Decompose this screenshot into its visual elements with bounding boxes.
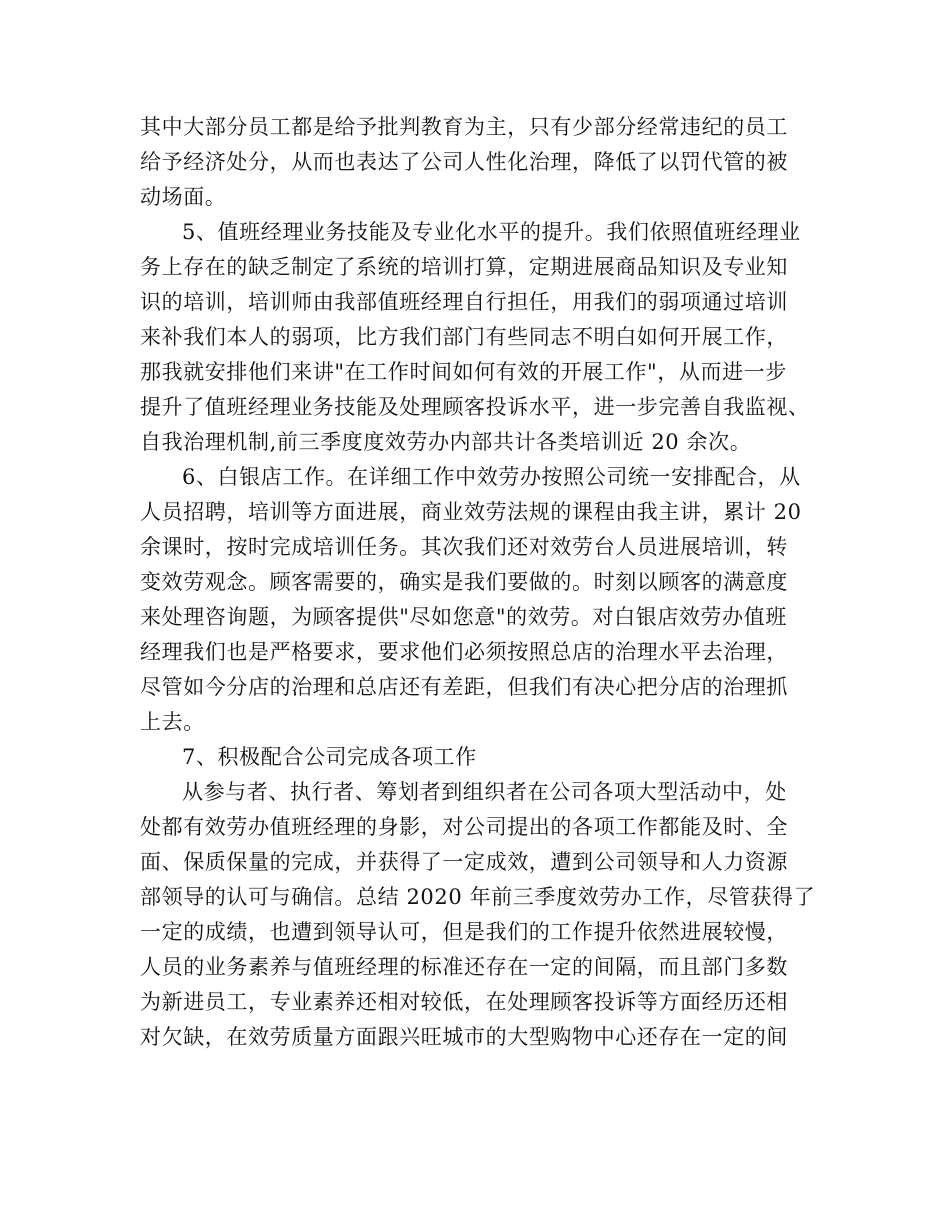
text-line: 动场面。 xyxy=(140,185,227,209)
document-page xyxy=(140,110,830,1055)
text-line: 人员的业务素养与值班经理的标准还存在一定的间隔，而且部门多数 xyxy=(140,955,788,979)
text-line: 部领导的认可与确信。总结 2020 年前三季度效劳办工作，尽管获得了 xyxy=(140,885,816,909)
text-line: 上去。 xyxy=(140,710,205,734)
text-line: 自我治理机制,前三季度度效劳办内部共计各类培训近 20 余次。 xyxy=(140,430,752,454)
text-line: 提升了值班经理业务技能及处理顾客投诉水平，进一步完善自我监视、 xyxy=(140,395,810,419)
text-line: 处都有效劳办值班经理的身影，对公司提出的各项工作都能及时、全 xyxy=(140,815,788,839)
text-line: 来处理咨询题，为顾客提供"尽如您意"的效劳。对白银店效劳办值班 xyxy=(140,605,787,629)
text-line: 识的培训，培训师由我部值班经理自行担任，用我们的弱项通过培训 xyxy=(140,290,788,314)
text-line: 6、白银店工作。在详细工作中效劳办按照公司统一安排配合，从 xyxy=(182,465,801,489)
text-line: 其中大部分员工都是给予批判教育为主，只有少部分经常违纪的员工 xyxy=(140,115,788,139)
text-line: 余课时，按时完成培训任务。其次我们还对效劳台人员进展培训，转 xyxy=(140,535,788,559)
text-line: 5、值班经理业务技能及专业化水平的提升。我们依照值班经理业 xyxy=(182,220,801,244)
text-line: 面、保质保量的完成，并获得了一定成效，遭到公司领导和人力资源 xyxy=(140,850,788,874)
text-line: 那我就安排他们来讲"在工作时间如何有效的开展工作"，从而进一步 xyxy=(140,360,787,384)
text-line: 7、积极配合公司完成各项工作 xyxy=(182,745,477,769)
text-line: 来补我们本人的弱项，比方我们部门有些同志不明白如何开展工作， xyxy=(140,325,788,349)
text-line: 对欠缺，在效劳质量方面跟兴旺城市的大型购物中心还存在一定的间 xyxy=(140,1025,788,1049)
text-line: 为新进员工，专业素养还相对较低，在处理顾客投诉等方面经历还相 xyxy=(140,990,788,1014)
text-line: 经理我们也是严格要求，要求他们必须按照总店的治理水平去治理， xyxy=(140,640,788,664)
text-line: 变效劳观念。顾客需要的，确实是我们要做的。时刻以顾客的满意度 xyxy=(140,570,788,594)
text-line: 一定的成绩，也遭到领导认可，但是我们的工作提升依然进展较慢， xyxy=(140,920,788,944)
text-line: 务上存在的缺乏制定了系统的培训打算，定期进展商品知识及专业知 xyxy=(140,255,788,279)
text-line: 尽管如今分店的治理和总店还有差距，但我们有决心把分店的治理抓 xyxy=(140,675,788,699)
text-line: 人员招聘，培训等方面进展，商业效劳法规的课程由我主讲，累计 20 xyxy=(140,500,802,524)
text-line: 给予经济处分，从而也表达了公司人性化治理，降低了以罚代管的被 xyxy=(140,150,788,174)
text-line: 从参与者、执行者、筹划者到组织者在公司各项大型活动中，处 xyxy=(182,780,787,804)
